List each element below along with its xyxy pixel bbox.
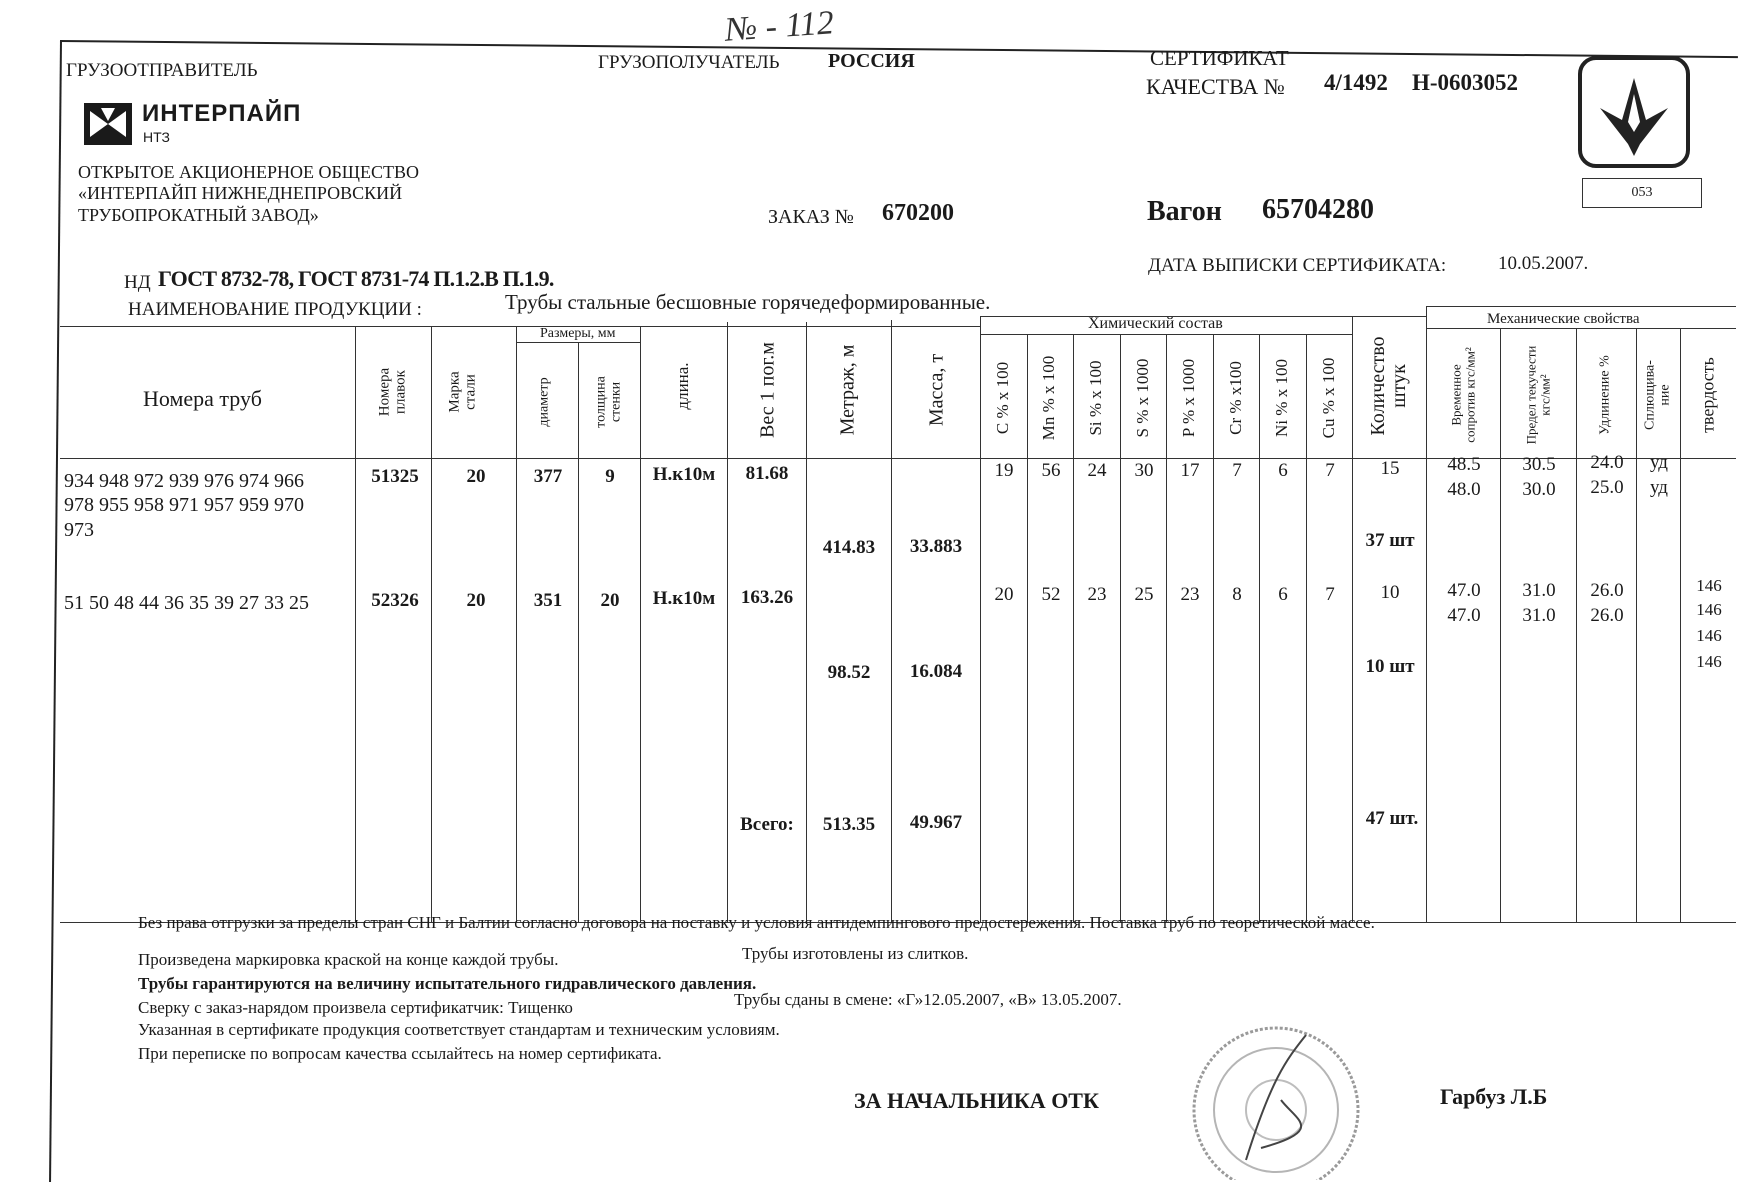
- header-length: длина.: [673, 362, 693, 410]
- certificate-code: Н-0603052: [1412, 70, 1519, 95]
- row1-elongation-1: 24.0: [1590, 452, 1624, 473]
- totals-qty: 47 шт.: [1365, 808, 1419, 829]
- row1-length: Н.к10м: [652, 464, 716, 485]
- row2-hardness-4: 146: [1696, 652, 1722, 671]
- footer-line-3: Трубы гарантируются на величину испытательного гидравлического давления.: [138, 974, 757, 993]
- header-hardness: твердость: [1697, 357, 1718, 433]
- footer-line-4a: Сверку с заказ-нарядом произвела сертификатчик: Тищенко: [138, 998, 573, 1017]
- header-chem-ni: Ni % x 100: [1272, 359, 1292, 437]
- row1-flattening-2: уд: [1650, 477, 1668, 498]
- row2-chem-si: 23: [1087, 584, 1107, 605]
- row1-yield-2: 30.0: [1522, 479, 1556, 500]
- header-diameter: диаметр: [536, 377, 552, 427]
- row2-qty-total: 10 шт: [1365, 656, 1415, 677]
- totals-label: Всего:: [740, 814, 794, 835]
- order-label: ЗАКАЗ №: [768, 206, 854, 228]
- footer-line-6: При переписке по вопросам качества ссылайтесь на номер сертификата.: [138, 1044, 662, 1063]
- wagon-label: Вагон: [1147, 196, 1222, 227]
- row2-hardness-3: 146: [1696, 626, 1722, 645]
- row2-qty: 10: [1380, 582, 1400, 603]
- order-value: 670200: [882, 200, 954, 226]
- row2-tensile-1: 47.0: [1447, 580, 1481, 601]
- row1-chem-mn: 56: [1041, 460, 1061, 481]
- row1-yield-1: 30.5: [1522, 454, 1556, 475]
- footer-line-2a: Произведена маркировка краской на конце каждой трубы.: [138, 950, 559, 969]
- row2-weight: 163.26: [740, 587, 794, 608]
- header-elongation: Удлинение %: [1597, 355, 1613, 435]
- totals-mass: 49.967: [909, 812, 963, 833]
- stamp-signature-icon: [1186, 1020, 1366, 1180]
- row2-chem-s: 25: [1134, 584, 1154, 605]
- nd-label: НД: [124, 272, 151, 293]
- certificate-title: СЕРТИФИКАТ: [1150, 46, 1289, 70]
- nd-value: ГОСТ 8732-78, ГОСТ 8731-74 П.1.2.В П.1.9.: [158, 266, 554, 291]
- row1-mass: 33.883: [909, 536, 963, 557]
- row2-hardness-1: 146: [1696, 576, 1722, 595]
- row1-qty: 15: [1380, 458, 1400, 479]
- row2-yield-1: 31.0: [1522, 580, 1556, 601]
- row2-elongation-2: 26.0: [1590, 605, 1624, 626]
- row2-chem-mn: 52: [1041, 584, 1061, 605]
- row1-chem-c: 19: [994, 460, 1014, 481]
- row1-weight: 81.68: [745, 463, 789, 484]
- row2-elongation-1: 26.0: [1590, 580, 1624, 601]
- row1-meterage: 414.83: [822, 537, 876, 558]
- logo-name: ИНТЕРПАЙП: [142, 100, 302, 127]
- row2-chem-ni: 6: [1278, 584, 1288, 605]
- row1-wall: 9: [605, 466, 615, 487]
- row2-yield-2: 31.0: [1522, 605, 1556, 626]
- row1-chem-s: 30: [1134, 460, 1154, 481]
- header-meterage: Метраж, м: [836, 344, 859, 436]
- row2-hardness-2: 146: [1696, 600, 1722, 619]
- header-chem-c: C % x 100: [993, 361, 1013, 435]
- company-line-3: ТРУБОПРОКАТНЫЙ ЗАВОД»: [78, 205, 319, 225]
- certificate-number: 4/1492: [1324, 70, 1388, 95]
- header-chem-si: Si % x 100: [1086, 360, 1106, 436]
- row1-pipe-line-1: 934 948 972 939 976 974 966: [64, 470, 304, 492]
- header-tensile: Временное сопротив кгс/мм²: [1448, 347, 1477, 443]
- row1-pipe-line-3: 973: [64, 519, 94, 541]
- row2-tensile-2: 47.0: [1447, 605, 1481, 626]
- company-line-2: «ИНТЕРПАЙП НИЖНЕДНЕПРОВСКИЙ: [78, 183, 403, 203]
- footer-line-5: Указанная в сертификате продукция соответствует стандартам и техническим условиям.: [138, 1020, 780, 1039]
- header-chem-s: S % x 1000: [1133, 358, 1153, 438]
- product-label: НАИМЕНОВАНИЕ ПРОДУКЦИИ :: [128, 299, 422, 320]
- wagon-value: 65704280: [1262, 194, 1374, 225]
- header-chem-mn: Mn % x 100: [1039, 355, 1059, 441]
- header-wall: толщина стенки: [593, 376, 623, 428]
- issue-date-value: 10.05.2007.: [1498, 253, 1589, 274]
- header-pipe-numbers: Номера труб: [143, 386, 262, 411]
- header-yield: Предел текучести кгс/мм²: [1523, 345, 1552, 445]
- product-value: Трубы стальные бесшовные горячедеформированные.: [505, 290, 991, 314]
- certificate-quality-label: КАЧЕСТВА №: [1146, 74, 1285, 99]
- footer-line-1: Без права отгрузки за пределы стран СНГ и Балтии согласно договора на поставку и условия антидемпингового предостережения. Поставка труб по теоретической массе.: [138, 913, 1375, 932]
- header-quantity: Количество штук: [1367, 336, 1410, 436]
- header-chem-cu: Cu % x 100: [1319, 357, 1339, 439]
- header-mass: Масса, т: [925, 353, 948, 427]
- row1-chem-ni: 6: [1278, 460, 1288, 481]
- header-steel-grade: Марка стали: [446, 371, 478, 413]
- issue-date-label: ДАТА ВЫПИСКИ СЕРТИФИКАТА:: [1148, 255, 1447, 276]
- header-flattening: Сплющива-ние: [1642, 360, 1672, 430]
- company-line-1: ОТКРЫТОЕ АКЦИОНЕРНОЕ ОБЩЕСТВО: [78, 162, 419, 182]
- row2-pipe-line-1: 51 50 48 44 36 35 39 27 33 25: [64, 592, 309, 614]
- row1-tensile-1: 48.5: [1447, 454, 1481, 475]
- row2-chem-p: 23: [1180, 584, 1200, 605]
- row2-chem-cu: 7: [1325, 584, 1335, 605]
- logo-sub: НТЗ: [143, 129, 170, 145]
- shipper-label: ГРУЗООТПРАВИТЕЛЬ: [66, 60, 258, 81]
- row1-grade: 20: [466, 466, 486, 487]
- header-mech-group: Механические свойства: [1487, 311, 1640, 327]
- consignee-label: ГРУЗОПОЛУЧАТЕЛЬ: [598, 52, 780, 73]
- handwritten-number: № - 112: [723, 4, 835, 49]
- row2-grade: 20: [466, 590, 486, 611]
- row2-length: Н.к10м: [652, 588, 716, 609]
- row1-pipe-line-2: 978 955 958 971 957 959 970: [64, 494, 304, 516]
- row2-heat: 52326: [371, 590, 419, 611]
- round-stamp: [1186, 1020, 1366, 1180]
- signer-title: ЗА НАЧАЛЬНИКА ОТК: [854, 1088, 1099, 1113]
- totals-meterage: 513.35: [822, 814, 876, 835]
- row2-mass: 16.084: [909, 661, 963, 682]
- row1-chem-cu: 7: [1325, 460, 1335, 481]
- signer-name: Гарбуз Л.Б: [1440, 1084, 1548, 1109]
- row1-flattening-1: уд: [1650, 452, 1668, 473]
- row1-chem-cr: 7: [1232, 460, 1242, 481]
- row2-chem-cr: 8: [1232, 584, 1242, 605]
- header-chem-group: Химический состав: [1088, 315, 1223, 332]
- header-sizes-group: Размеры, мм: [540, 326, 616, 341]
- row2-meterage: 98.52: [827, 662, 871, 683]
- consignee-value: РОССИЯ: [828, 50, 915, 72]
- stamp-code-box: 053: [1582, 178, 1702, 208]
- row2-wall: 20: [600, 590, 620, 611]
- row1-heat: 51325: [371, 466, 419, 487]
- row2-diameter: 351: [533, 590, 563, 611]
- header-chem-cr: Cr % x100: [1226, 361, 1246, 435]
- footer-line-4b: Трубы сданы в смене: «Г»12.05.2007, «В» 13.05.2007.: [734, 990, 1122, 1009]
- header-heat-numbers: Номера плавок: [376, 367, 408, 417]
- row1-diameter: 377: [533, 466, 563, 487]
- row1-elongation-2: 25.0: [1590, 477, 1624, 498]
- row1-qty-total: 37 шт: [1365, 530, 1415, 551]
- row1-chem-p: 17: [1180, 460, 1200, 481]
- header-weight-per-m: Вес 1 пог.м: [756, 342, 779, 438]
- row2-chem-c: 20: [994, 584, 1014, 605]
- row1-tensile-2: 48.0: [1447, 479, 1481, 500]
- header-chem-p: P % x 1000: [1179, 358, 1199, 438]
- footer-line-2b: Трубы изготовлены из слитков.: [742, 944, 969, 963]
- row1-chem-si: 24: [1087, 460, 1107, 481]
